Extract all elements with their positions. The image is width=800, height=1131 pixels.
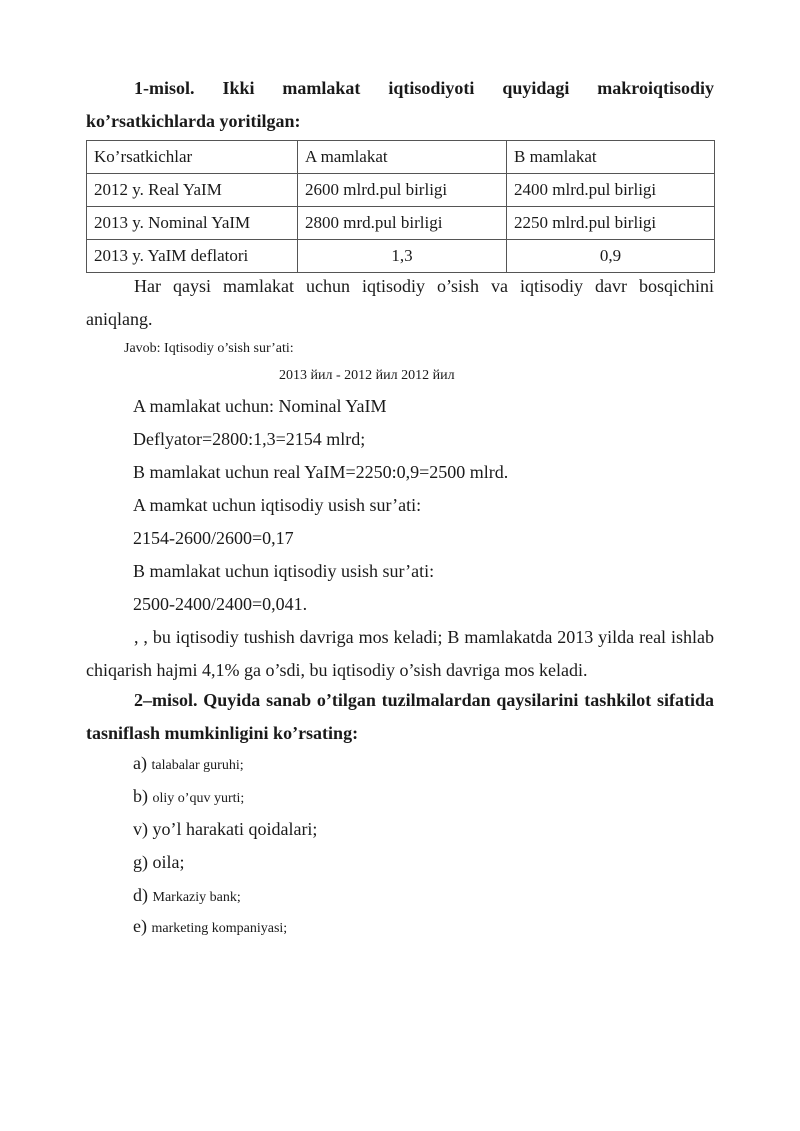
- table-row: [87, 240, 715, 273]
- table-cell: 2012 y. Real YaIM: [87, 174, 298, 207]
- table-cell: 2400 mlrd.pul birligi: [507, 174, 715, 207]
- list-marker: g): [133, 852, 148, 872]
- list-item-text: marketing kompaniyasi;: [151, 921, 288, 936]
- list-item-text: talabalar guruhi;: [151, 758, 244, 773]
- indicators-table: [86, 140, 715, 273]
- example1-heading: 1-misol. Ikki mamlakat iqtisodiyoti quyidagi makroiqtisodiy ko’rsatkichlarda yoritilgan:: [86, 78, 714, 131]
- list-item: [133, 786, 244, 807]
- question-text: Har qaysi mamlakat uchun iqtisodiy o’sish va iqtisodiy davr bosqichini aniqlang.: [86, 276, 714, 329]
- list-marker: e): [133, 916, 147, 936]
- answer-line: B mamlakat uchun iqtisodiy usish sur’ati:: [133, 561, 435, 581]
- list-item-text: Markaziy bank;: [152, 890, 241, 905]
- table-row: [87, 207, 715, 240]
- answer-line: A mamlakat uchun: Nominal YaIM: [133, 396, 387, 416]
- list-item: [133, 852, 185, 873]
- table-header-cell: Ko’rsatkichlar: [87, 141, 298, 174]
- list-item: [133, 753, 244, 774]
- list-item: [133, 885, 241, 906]
- example2-heading: 2–misol. Quyida sanab o’tilgan tuzilmalardan qaysilarini tashkilot sifatida tasniflash mumkinligini ko’rsating:: [86, 690, 714, 743]
- list-item: [133, 916, 287, 937]
- answer-line: 2154-2600/2600=0,17: [133, 528, 294, 548]
- table-cell: 2013 y. Nominal YaIM: [87, 207, 298, 240]
- list-item-text: oliy o’quv yurti;: [152, 791, 245, 806]
- list-marker: a): [133, 753, 147, 773]
- list-marker: v): [133, 819, 148, 839]
- table-cell: 2600 mlrd.pul birligi: [298, 174, 507, 207]
- growth-formula: 2013 йил - 2012 йил 2012 йил: [279, 368, 455, 383]
- answer-intro: Javob: Iqtisodiy o’sish sur’ati:: [124, 341, 294, 356]
- table-cell: 1,3: [298, 240, 507, 273]
- table-cell: 0,9: [507, 240, 715, 273]
- list-item-text: yo’l harakati qoidalari;: [152, 819, 318, 839]
- answer-line: A mamkat uchun iqtisodiy usish sur’ati:: [133, 495, 422, 515]
- answer-line: 2500-2400/2400=0,041.: [133, 594, 308, 614]
- list-item: [133, 819, 317, 840]
- table-header-row: [87, 141, 715, 174]
- table-cell: 2013 y. YaIM deflatori: [87, 240, 298, 273]
- list-marker: d): [133, 885, 148, 905]
- answer-line: Deflyator=2800:1,3=2154 mlrd;: [133, 429, 366, 449]
- table-header-cell: A mamlakat: [298, 141, 507, 174]
- table-cell: 2250 mlrd.pul birligi: [507, 207, 715, 240]
- answer-conclusion: , , bu iqtisodiy tushish davriga mos keladi; B mamlakatda 2013 yilda real ishlab chiqarish hajmi 4,1% ga o’sdi, bu iqtisodiy o’sish davriga mos keladi.: [86, 627, 714, 680]
- table-row: [87, 174, 715, 207]
- table-cell: 2800 mrd.pul birligi: [298, 207, 507, 240]
- table-header-cell: B mamlakat: [507, 141, 715, 174]
- list-marker: b): [133, 786, 148, 806]
- answer-line: B mamlakat uchun real YaIM=2250:0,9=2500 mlrd.: [133, 462, 509, 482]
- list-item-text: oila;: [152, 852, 185, 872]
